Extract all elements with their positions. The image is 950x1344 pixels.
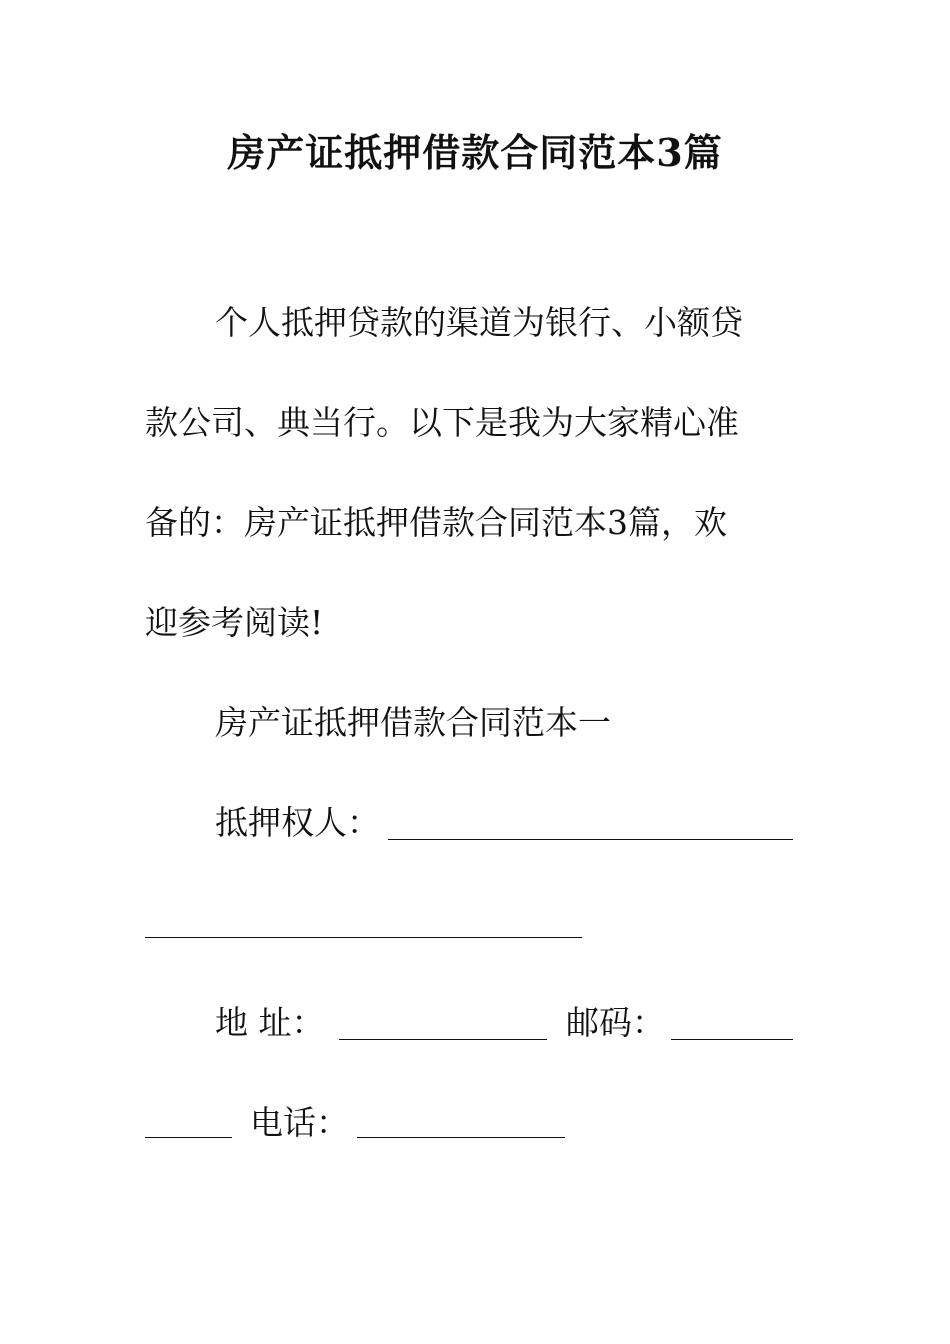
mortgagee-label: 抵押权人： [215, 803, 380, 842]
intro-line-1: 个人抵押贷款的渠道为银行、小额贷 [215, 303, 743, 342]
address-label: 地 址： [215, 1003, 325, 1042]
document-title: 房产证抵押借款合同范本3篇 [227, 130, 723, 175]
intro-line-4: 迎参考阅读! [145, 603, 324, 642]
phone-label: 电话： [250, 1103, 349, 1142]
section-heading: 房产证抵押借款合同范本一 [215, 703, 611, 742]
phone-blank-line [357, 1137, 565, 1138]
postcode-blank-line-2 [145, 1137, 232, 1138]
address-blank-line [339, 1039, 547, 1040]
mortgagee-blank-line-2 [145, 937, 582, 938]
postcode-blank-line-1 [671, 1039, 793, 1040]
intro-line-2: 款公司、典当行。以下是我为大家精心准 [145, 403, 739, 442]
postcode-label: 邮码： [566, 1003, 665, 1042]
intro-line-3: 备的：房产证抵押借款合同范本3篇，欢 [145, 503, 727, 542]
mortgagee-blank-line-1 [388, 839, 793, 840]
